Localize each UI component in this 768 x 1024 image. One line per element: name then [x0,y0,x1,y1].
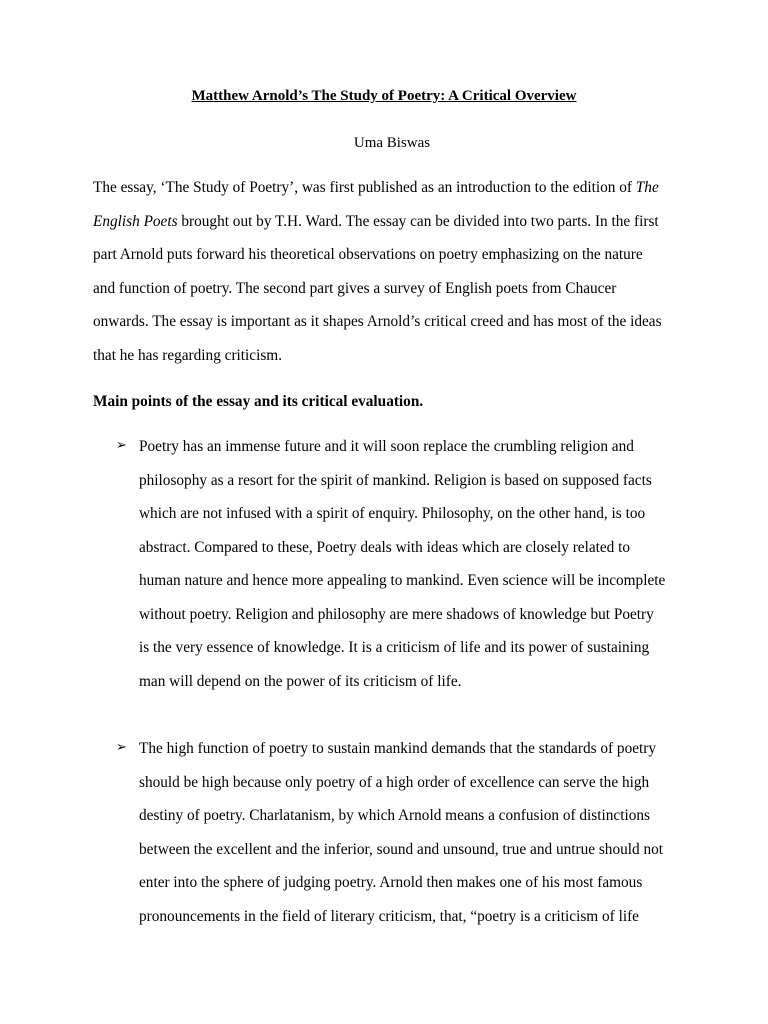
bullet-line: Poetry has an immense future and it will soon replace the crumbling religion and [139,438,634,455]
bullet-arrow-icon: ➢ [116,438,127,453]
bullet-line: should be high because only poetry of a high order of excellence can serve the high [139,774,650,791]
bullet-line: destiny of poetry. Charlatanism, by which Arnold means a confusion of distinctions [139,807,650,824]
intro-line: part Arnold puts forward his theoretical observations on poetry emphasizing on the nature [93,246,643,263]
bullet-arrow-icon: ➢ [116,740,127,755]
bullet-line: between the excellent and the inferior, sound and unsound, true and untrue should not [139,841,664,858]
intro-line: onwards. The essay is important as it shapes Arnold’s critical creed and has most of the ideas [93,313,662,330]
bullet-line: human nature and hence more appealing to mankind. Even science will be incomplete [139,572,666,589]
bullet-line: is the very essence of knowledge. It is a criticism of life and its power of sustaining [139,639,650,656]
intro-line: The essay, ‘The Study of Poetry’, was first published as an introduction to the edition of The [93,179,659,196]
author-name: Uma Biswas [353,135,431,151]
document-title: Matthew Arnold’s The Study of Poetry: A Critical Overview [191,88,577,104]
bullet-line: man will depend on the power of its criticism of life. [139,673,462,690]
intro-line: that he has regarding criticism. [93,347,283,364]
bullet-line: which are not infused with a spirit of enquiry. Philosophy, on the other hand, is too [139,505,646,522]
bullet-line: enter into the sphere of judging poetry. Arnold then makes one of his most famous [139,874,643,891]
section-heading: Main points of the essay and its critical evaluation. [93,393,424,410]
bullet-line: abstract. Compared to these, Poetry deals with ideas which are closely related to [139,539,631,556]
bullet-line: pronouncements in the field of literary criticism, that, “poetry is a criticism of life [139,908,639,925]
bullet-line: without poetry. Religion and philosophy are mere shadows of knowledge but Poetry [139,606,654,623]
intro-line: English Poets brought out by T.H. Ward. The essay can be divided into two parts. In the first [93,213,659,230]
bullet-line: The high function of poetry to sustain mankind demands that the standards of poetry [139,740,657,757]
bullet-line: philosophy as a resort for the spirit of mankind. Religion is based on supposed facts [139,472,652,489]
intro-line: and function of poetry. The second part gives a survey of English poets from Chaucer [93,280,617,297]
